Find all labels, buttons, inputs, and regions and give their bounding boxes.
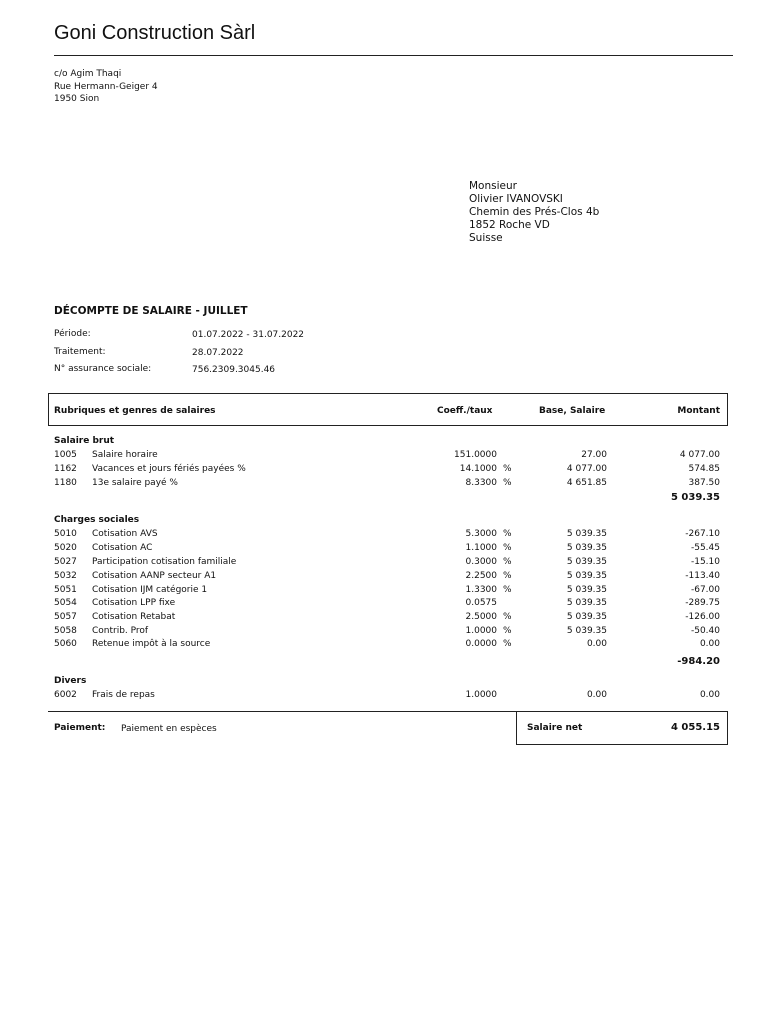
net-salary-label: Salaire net xyxy=(527,723,583,733)
row-code: 5051 xyxy=(54,585,77,595)
meta-label-traitement: Traitement: xyxy=(54,347,106,357)
table-row xyxy=(0,529,768,541)
company-name: Goni Construction Sàrl xyxy=(54,22,256,44)
header-coef: Coeff./taux xyxy=(437,406,493,416)
row-base: 5 039.35 xyxy=(566,585,607,595)
header-rubriques: Rubriques et genres de salaires xyxy=(54,406,216,416)
row-coef: 151.0000 xyxy=(454,450,497,460)
row-label: Participation cotisation familiale xyxy=(92,557,237,567)
row-code: 5020 xyxy=(54,543,77,553)
net-salary-value: 4 055.15 xyxy=(670,722,720,733)
section-subtotal: 5 039.35 xyxy=(670,492,720,503)
table-row xyxy=(0,557,768,569)
sender-address xyxy=(54,68,158,106)
meta-label-periode: Période: xyxy=(54,329,91,339)
row-code: 5010 xyxy=(54,529,77,539)
row-label: Cotisation IJM catégorie 1 xyxy=(92,585,208,595)
row-coef: 8.3300 xyxy=(465,478,497,488)
row-amount: -126.00 xyxy=(685,612,720,622)
row-amount: 0.00 xyxy=(699,690,720,700)
sender-line: c/o Agim Thaqi xyxy=(54,69,122,79)
row-base: 5 039.35 xyxy=(566,543,607,553)
row-amount: 387.50 xyxy=(688,478,720,488)
row-label: Cotisation Retabat xyxy=(92,612,176,622)
row-amount: -15.10 xyxy=(690,557,720,567)
row-label: Frais de repas xyxy=(92,690,155,700)
row-code: 6002 xyxy=(54,690,77,700)
row-code: 1180 xyxy=(54,478,77,488)
row-base: 5 039.35 xyxy=(566,626,607,636)
row-amount: -289.75 xyxy=(685,598,720,608)
sender-line: 1950 Sion xyxy=(54,94,100,104)
sender-line: Rue Hermann-Geiger 4 xyxy=(54,81,158,92)
header-divider xyxy=(54,55,733,56)
section-title: Charges sociales xyxy=(54,515,140,525)
row-code: 1162 xyxy=(54,464,77,474)
row-amount: -267.10 xyxy=(685,529,720,539)
row-percent-sign: % xyxy=(503,585,512,595)
row-base: 0.00 xyxy=(586,639,607,649)
row-base: 5 039.35 xyxy=(566,529,607,539)
row-percent-sign: % xyxy=(503,571,512,581)
row-label: Vacances et jours fériés payées % xyxy=(92,464,246,474)
row-coef: 2.2500 xyxy=(465,571,497,581)
recipient-line: Suisse xyxy=(469,232,503,244)
table-row xyxy=(0,543,768,555)
row-base: 27.00 xyxy=(581,450,607,460)
row-coef: 0.3000 xyxy=(465,557,497,567)
row-amount: -55.45 xyxy=(690,543,720,553)
table-row xyxy=(0,612,768,624)
row-coef: 5.3000 xyxy=(465,529,497,539)
row-percent-sign: % xyxy=(503,626,512,636)
recipient-line: Olivier IVANOVSKI xyxy=(469,193,563,205)
document-title: DÉCOMPTE DE SALAIRE - JUILLET xyxy=(54,305,248,317)
row-code: 5057 xyxy=(54,612,77,622)
row-percent-sign: % xyxy=(503,529,512,539)
meta-value-avs: 756.2309.3045.46 xyxy=(192,365,276,375)
row-code: 5060 xyxy=(54,639,77,649)
table-row xyxy=(0,585,768,597)
table-row xyxy=(0,639,768,651)
header-base: Base, Salaire xyxy=(539,406,606,416)
row-base: 0.00 xyxy=(586,690,607,700)
row-coef: 1.3300 xyxy=(465,585,497,595)
row-code: 5032 xyxy=(54,571,77,581)
row-base: 5 039.35 xyxy=(566,571,607,581)
row-label: Cotisation AVS xyxy=(92,529,158,539)
row-percent-sign: % xyxy=(503,639,512,649)
row-label: Cotisation LPP fixe xyxy=(92,598,176,608)
row-label: 13e salaire payé % xyxy=(92,478,178,488)
row-label: Cotisation AC xyxy=(92,543,153,553)
row-coef: 14.1000 xyxy=(459,464,497,474)
row-base: 5 039.35 xyxy=(566,557,607,567)
row-percent-sign: % xyxy=(503,612,512,622)
row-coef: 1.0000 xyxy=(465,690,497,700)
meta-label-avs: N° assurance sociale: xyxy=(54,364,152,374)
row-amount: -50.40 xyxy=(690,626,720,636)
meta-value-periode: 01.07.2022 - 31.07.2022 xyxy=(192,330,305,340)
row-base: 4 077.00 xyxy=(566,464,607,474)
recipient-address xyxy=(469,180,599,245)
row-base: 5 039.35 xyxy=(566,612,607,622)
table-row xyxy=(0,478,768,490)
row-percent-sign: % xyxy=(503,478,512,488)
row-amount: 0.00 xyxy=(699,639,720,649)
section-title: Salaire brut xyxy=(54,436,115,446)
row-code: 5054 xyxy=(54,598,77,608)
net-salary-box xyxy=(516,711,728,745)
row-amount: -113.40 xyxy=(685,571,720,581)
table-row xyxy=(0,464,768,476)
row-coef: 0.0575 xyxy=(465,598,497,608)
meta-value-traitement: 28.07.2022 xyxy=(192,348,244,358)
table-row xyxy=(0,450,768,462)
row-percent-sign: % xyxy=(503,543,512,553)
header-montant: Montant xyxy=(677,406,720,416)
row-coef: 1.1000 xyxy=(465,543,497,553)
table-row xyxy=(0,626,768,638)
row-base: 4 651.85 xyxy=(566,478,607,488)
section-title: Divers xyxy=(54,676,87,686)
row-label: Cotisation AANP secteur A1 xyxy=(92,571,217,581)
row-percent-sign: % xyxy=(503,464,512,474)
row-amount: 574.85 xyxy=(688,464,720,474)
row-label: Contrib. Prof xyxy=(92,626,149,636)
row-base: 5 039.35 xyxy=(566,598,607,608)
row-percent-sign: % xyxy=(503,557,512,567)
section-subtotal: -984.20 xyxy=(677,656,720,667)
recipient-line: 1852 Roche VD xyxy=(469,219,550,231)
row-coef: 2.5000 xyxy=(465,612,497,622)
row-amount: 4 077.00 xyxy=(679,450,720,460)
row-code: 5058 xyxy=(54,626,77,636)
recipient-line: Monsieur xyxy=(469,180,517,192)
recipient-line: Chemin des Prés-Clos 4b xyxy=(469,206,600,218)
row-coef: 0.0000 xyxy=(465,639,497,649)
payment-value: Paiement en espèces xyxy=(121,724,217,734)
table-row xyxy=(0,571,768,583)
table-header xyxy=(48,393,728,426)
row-label: Salaire horaire xyxy=(92,450,158,460)
row-code: 5027 xyxy=(54,557,77,567)
row-label: Retenue impôt à la source xyxy=(92,639,211,649)
table-row xyxy=(0,598,768,610)
table-row xyxy=(0,690,768,702)
row-coef: 1.0000 xyxy=(465,626,497,636)
payment-label: Paiement: xyxy=(54,723,106,733)
row-code: 1005 xyxy=(54,450,77,460)
row-amount: -67.00 xyxy=(690,585,720,595)
